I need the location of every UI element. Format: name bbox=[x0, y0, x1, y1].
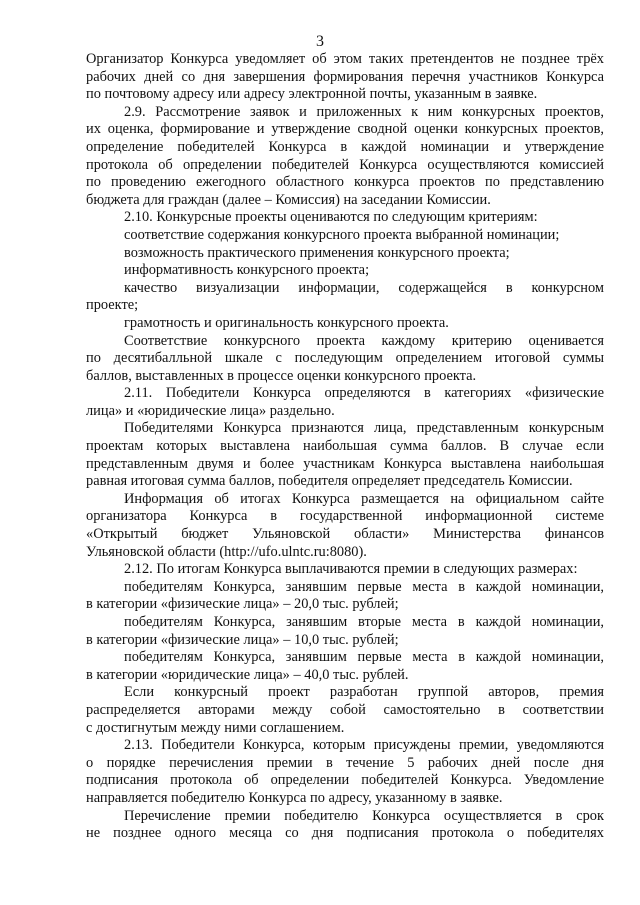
text-line: возможность практического применения конкурсного проекта; bbox=[124, 244, 510, 261]
text-line: в категории «физические лица» – 10,0 тыс. рублей; bbox=[86, 631, 399, 648]
text-line: 2.10. Конкурсные проекты оцениваются по следующим критериям: bbox=[124, 209, 538, 226]
text-line: 2.11. Победители Конкурса определяются в категориях «физические bbox=[124, 385, 604, 402]
text-line: Ульяновской области (http://ufo.ulntc.ru:8080). bbox=[86, 543, 367, 560]
text-line: победителям Конкурса, занявшим первые места в каждой номинации, bbox=[124, 649, 604, 666]
text-line: бюджета для граждан (далее – Комиссия) на заседании Комиссии. bbox=[86, 191, 491, 208]
text-line: организатора Конкурса в государственной информационной системе bbox=[86, 508, 604, 525]
text-line: направляется победителю Конкурса по адресу, указанному в заявке. bbox=[86, 789, 503, 806]
page-number: 3 bbox=[316, 33, 324, 50]
text-line: представленным двумя и более участникам Конкурса выставлена наибольшая bbox=[86, 455, 604, 472]
text-line: информативность конкурсного проекта; bbox=[124, 262, 370, 279]
text-line: равная итоговая сумма баллов, победителя определяет председатель Комиссии. bbox=[86, 473, 573, 490]
text-line: их оценка, формирование и утверждение сводной оценки конкурсных проектов, bbox=[86, 121, 604, 138]
text-line: не позднее одного месяца со дня подписания протокола о победителях bbox=[86, 825, 604, 842]
text-line: по проведению ежегодного областного конкурса проектов по представлению bbox=[86, 174, 604, 191]
text-line: подписания протокола об определении победителей Конкурса. Уведомление bbox=[86, 772, 604, 789]
text-line: 2.13. Победители Конкурса, которым присуждены премии, уведомляются bbox=[124, 737, 604, 754]
text-line: баллов, выставленных в процессе оценки конкурсного проекта. bbox=[86, 367, 477, 384]
text-line: Организатор Конкурса уведомляет об этом таких претендентов не позднее трёх bbox=[86, 51, 604, 67]
text-line: протокола об определении победителей Конкурса осуществляются комиссией bbox=[86, 156, 604, 173]
text-line: грамотность и оригинальность конкурсного проекта. bbox=[124, 314, 449, 331]
text-line: с достигнутым между ними соглашением. bbox=[86, 719, 345, 736]
text-line: качество визуализации информации, содержащейся в конкурсном bbox=[124, 279, 604, 296]
text-line: определение победителей Конкурса в каждой номинации и утверждение bbox=[86, 138, 604, 155]
text-line: Победителями Конкурса признаются лица, представленным конкурсным bbox=[124, 420, 604, 437]
text-line: по десятибалльной шкале с последующим определением итоговой суммы bbox=[86, 350, 604, 367]
text-line: соответствие содержания конкурсного проекта выбранной номинации; bbox=[124, 226, 560, 243]
text-line: проектам которых выставлена наибольшая сумма баллов. В случае если bbox=[86, 438, 604, 455]
text-line: Информация об итогах Конкурса размещается на официальном сайте bbox=[124, 490, 604, 507]
text-line: 2.12. По итогам Конкурса выплачиваются премии в следующих размерах: bbox=[124, 561, 578, 578]
text-line: «Открытый бюджет Ульяновской области» Министерства финансов bbox=[86, 526, 604, 543]
document-body bbox=[86, 51, 604, 843]
text-line: рабочих дней со дня завершения формирования перечня участников Конкурса bbox=[86, 68, 604, 85]
text-line: 2.9. Рассмотрение заявок и приложенных к ним конкурсных проектов, bbox=[124, 103, 604, 120]
text-line: проекте; bbox=[86, 297, 139, 314]
text-line: победителям Конкурса, занявшим вторые места в каждой номинации, bbox=[124, 614, 604, 630]
text-line: в категории «физические лица» – 20,0 тыс. рублей; bbox=[86, 596, 399, 613]
text-line: лица» и «юридические лица» раздельно. bbox=[86, 402, 335, 419]
text-line: Если конкурсный проект разработан группой авторов, премия bbox=[124, 684, 604, 701]
text-line: в категории «юридические лица» – 40,0 тыс. рублей. bbox=[86, 666, 409, 683]
text-line: Соответствие конкурсного проекта каждому критерию оценивается bbox=[124, 332, 604, 349]
text-line: по почтовому адресу или адресу электронной почты, указанным в заявке. bbox=[86, 86, 538, 103]
text-line: победителям Конкурса, занявшим первые места в каждой номинации, bbox=[124, 578, 604, 595]
text-line: распределяется авторами между собой самостоятельно в соответствии bbox=[86, 701, 604, 718]
text-line: о порядке перечисления премии в течение 5 рабочих дней после дня bbox=[86, 754, 604, 771]
text-line: Перечисление премии победителю Конкурса осуществляется в срок bbox=[124, 807, 604, 824]
